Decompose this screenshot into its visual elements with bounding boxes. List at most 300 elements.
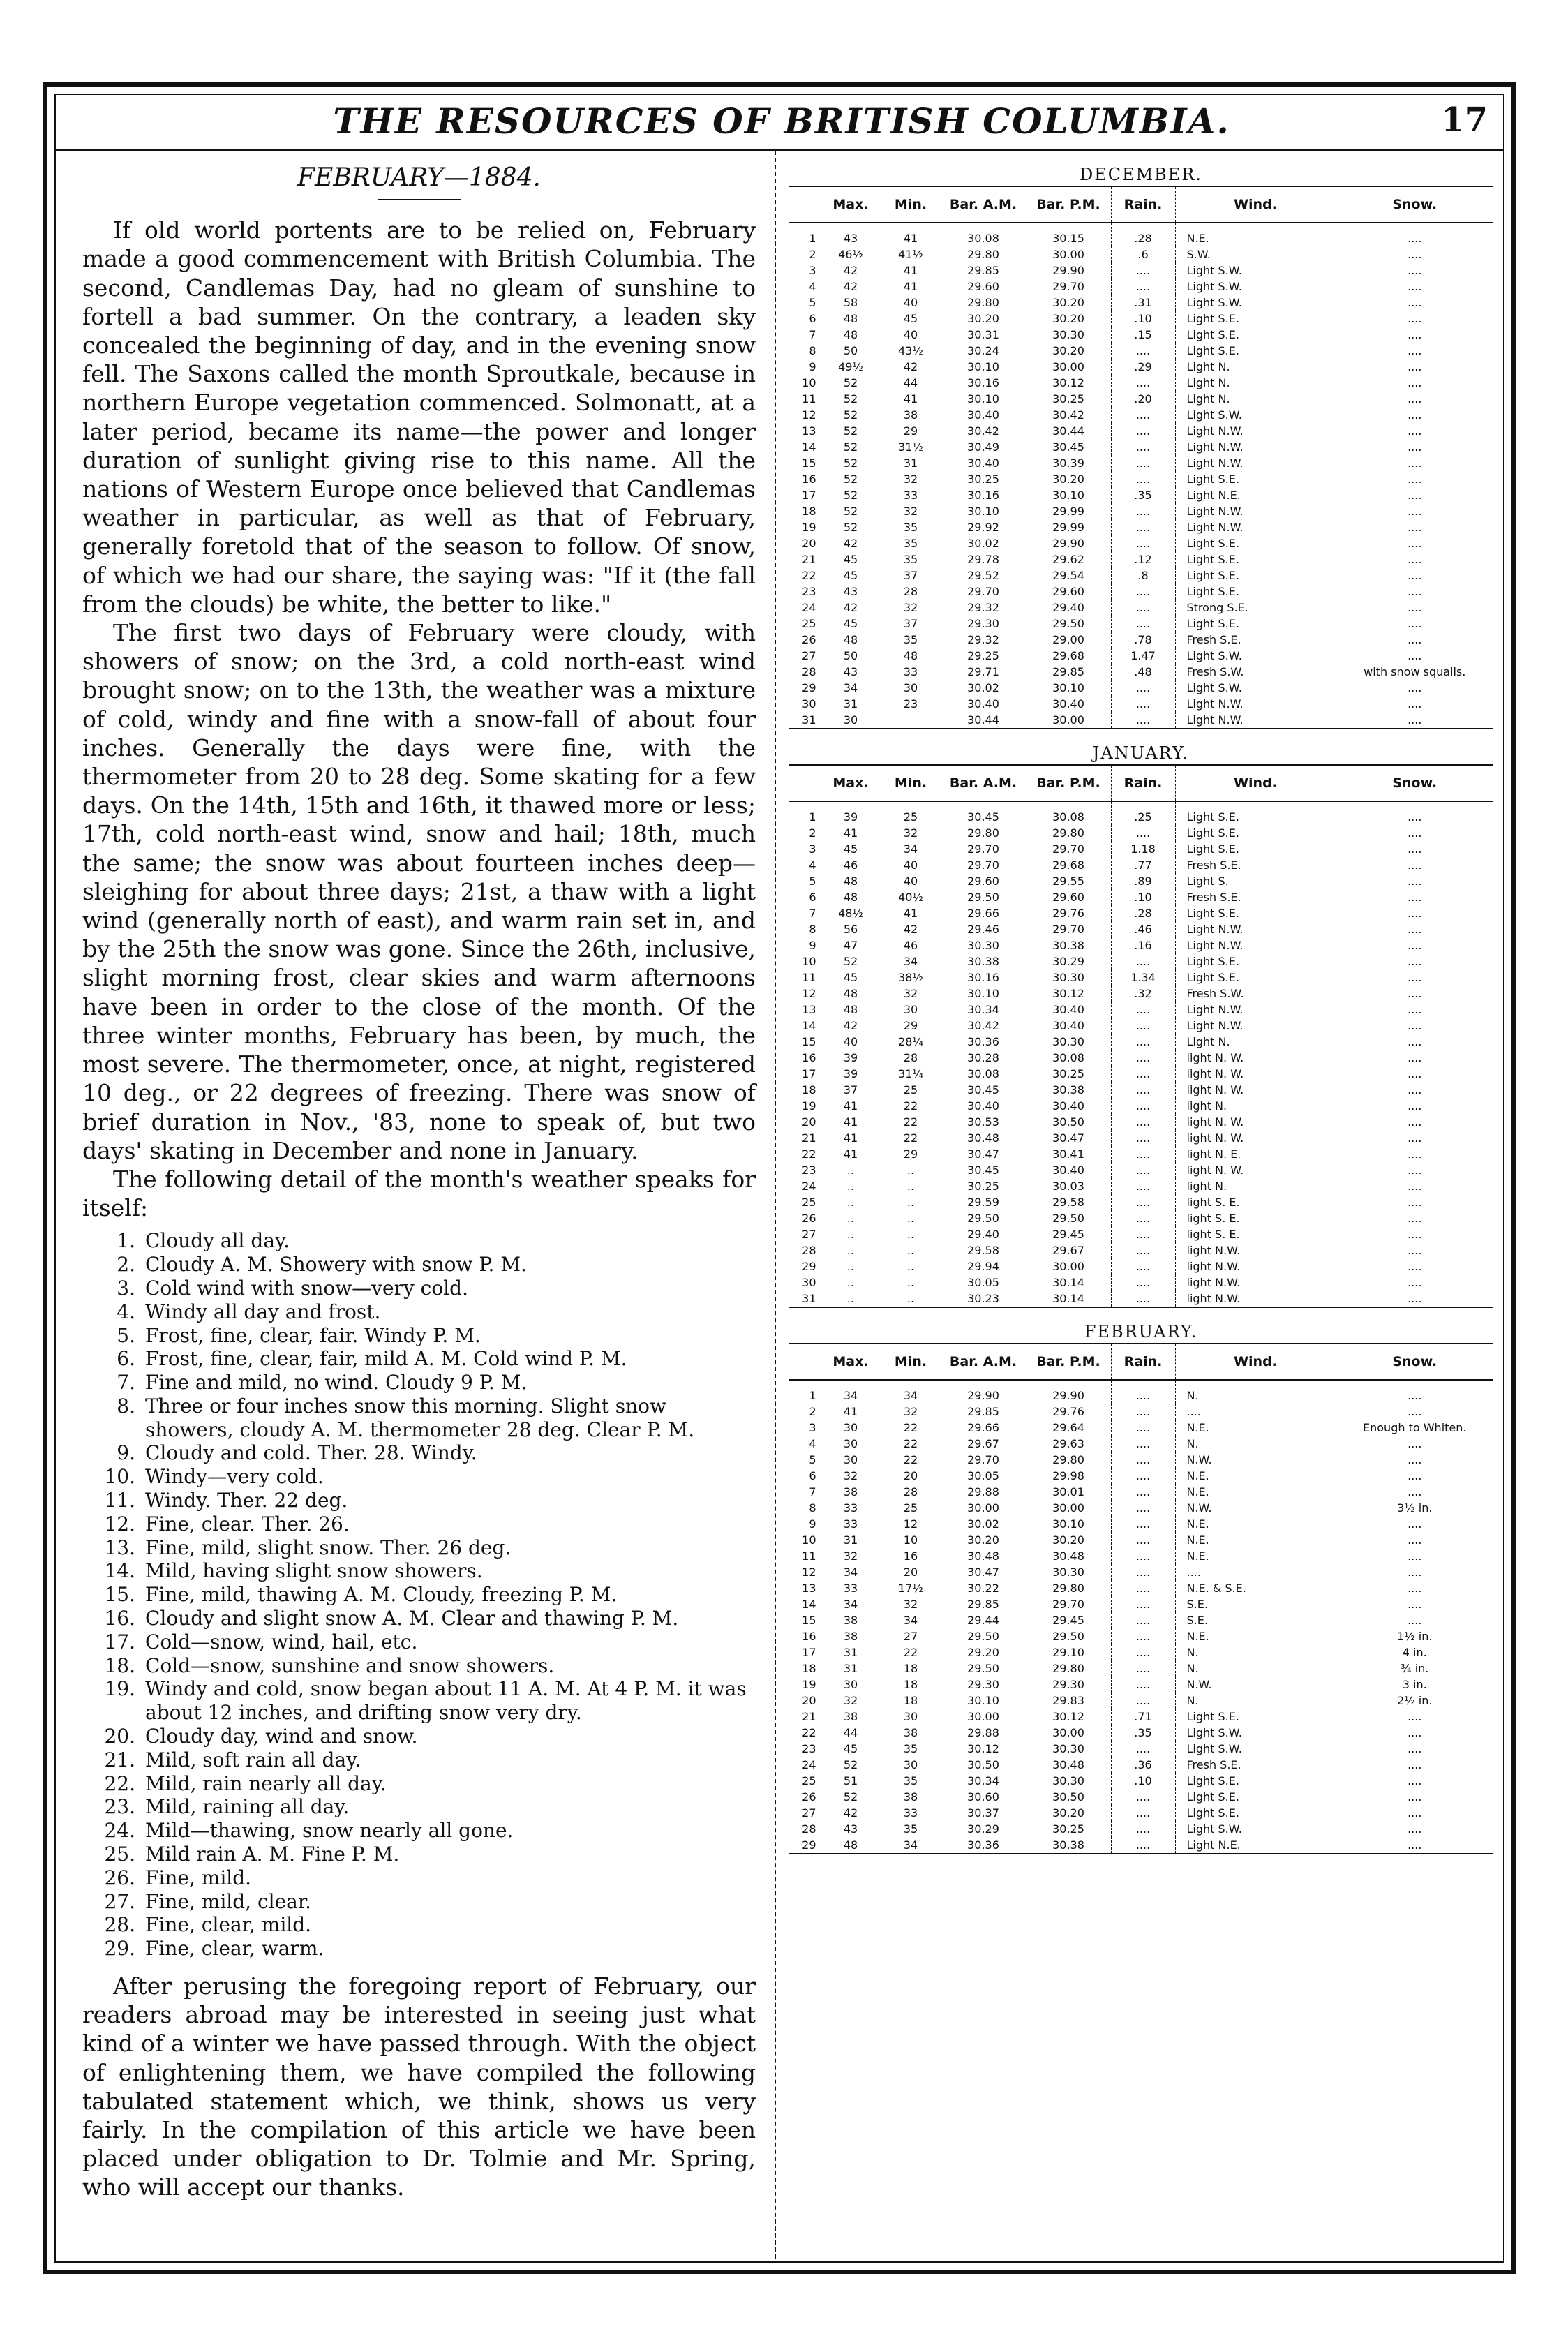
table-cell: .31 <box>1111 295 1175 311</box>
table-cell: 29.45 <box>1026 1612 1111 1628</box>
column-header: Bar. A.M. <box>941 186 1026 223</box>
table-cell: .28 <box>1111 905 1175 921</box>
table-cell: .... <box>1111 1837 1175 1854</box>
list-item <box>89 1630 756 1654</box>
table-cell: .... <box>1408 1228 1422 1241</box>
table-cell: 29.50 <box>1026 1628 1111 1644</box>
table-cell: 30.10 <box>1026 680 1111 696</box>
table-cell: Light S.W. <box>1175 295 1336 311</box>
table-row <box>789 1468 1493 1484</box>
table-cell: 30.36 <box>941 1034 1026 1050</box>
table-cell: 29.55 <box>1026 873 1111 889</box>
table-cell: .... <box>1408 633 1422 646</box>
table-row <box>789 1258 1493 1274</box>
column-header: Rain. <box>1111 765 1175 801</box>
table-cell: .... <box>1111 1178 1175 1194</box>
table-cell: 5 <box>789 295 821 311</box>
table-cell: 34 <box>881 841 941 857</box>
table-cell: 30.47 <box>1026 1130 1111 1146</box>
table-cell: 1.34 <box>1111 969 1175 986</box>
table-row <box>789 616 1493 632</box>
table-cell: .46 <box>1111 921 1175 937</box>
table-cell: 3 in. <box>1402 1678 1427 1691</box>
table-cell: .35 <box>1111 1725 1175 1741</box>
table-cell: 52 <box>821 503 881 519</box>
table-row <box>789 1773 1493 1789</box>
table-cell: 34 <box>881 1837 941 1854</box>
table-cell: 22 <box>881 1436 941 1452</box>
list-item-text: Fine, clear, mild. <box>145 1913 312 1937</box>
list-item-text: Cloudy all day. <box>145 1229 290 1253</box>
table-cell: .... <box>1408 1019 1422 1032</box>
table-cell: 18 <box>789 1082 821 1098</box>
table-cell: 29.10 <box>1026 1644 1111 1660</box>
table-cell: .6 <box>1111 246 1175 262</box>
table-cell: .... <box>1111 1532 1175 1548</box>
table-cell: Enough to Whiten. <box>1363 1421 1467 1434</box>
table-cell: 41 <box>821 825 881 841</box>
column-header: Max. <box>821 186 881 223</box>
table-cell: Light N. <box>1175 391 1336 407</box>
table-cell: 42 <box>881 921 941 937</box>
table-cell: 29.85 <box>941 262 1026 278</box>
table-cell: 51 <box>821 1773 881 1789</box>
table-cell: .... <box>1408 553 1422 566</box>
table-cell: .... <box>1408 1533 1422 1547</box>
table-row <box>789 953 1493 969</box>
table-cell: 30.16 <box>941 375 1026 391</box>
table-cell: 28 <box>789 1821 821 1837</box>
table-cell: 28 <box>881 1050 941 1066</box>
table-cell: 31 <box>821 1532 881 1548</box>
table-cell: N.E. <box>1175 1532 1336 1548</box>
table-cell: 2 <box>789 246 821 262</box>
table-cell: 29.50 <box>1026 1210 1111 1226</box>
table-cell: 30.40 <box>941 1098 1026 1114</box>
list-item-text: Cold—snow, wind, hail, etc. <box>145 1630 418 1653</box>
table-cell: 29.52 <box>941 567 1026 583</box>
table-cell: Light S.E. <box>1175 841 1336 857</box>
table-cell: 6 <box>789 1468 821 1484</box>
table-cell: 29.68 <box>1026 857 1111 873</box>
table-cell: 29.70 <box>941 1452 1026 1468</box>
table-cell: .... <box>1111 1564 1175 1580</box>
table-cell: N.W. <box>1175 1676 1336 1693</box>
table-cell: 18 <box>789 1660 821 1676</box>
table-cell: light N.W. <box>1175 1291 1336 1307</box>
table-cell: .... <box>1408 1099 1422 1113</box>
table-cell: .... <box>1111 1452 1175 1468</box>
table-cell: 30.38 <box>941 953 1026 969</box>
table-cell: 30.15 <box>1026 223 1111 246</box>
list-item <box>89 1229 756 1253</box>
table-cell: .28 <box>1111 223 1175 246</box>
table-cell: 30.25 <box>941 1178 1026 1194</box>
table-cell: 30.20 <box>1026 1532 1111 1548</box>
list-item-number: 29. <box>104 1937 135 1961</box>
table-cell: 30 <box>821 1436 881 1452</box>
table-cell: 31 <box>821 696 881 712</box>
table-cell: .10 <box>1111 1773 1175 1789</box>
table-caption: DECEMBER. <box>1079 165 1203 184</box>
table-cell: 30.16 <box>941 969 1026 986</box>
table-cell: 29.78 <box>941 551 1026 567</box>
table-cell: 40 <box>881 873 941 889</box>
table-cell: .... <box>1111 1162 1175 1178</box>
list-item-number: 2. <box>117 1253 135 1277</box>
table-cell: 29.70 <box>1026 278 1111 295</box>
table-row <box>789 1210 1493 1226</box>
table-cell: 28 <box>881 1484 941 1500</box>
table-row <box>789 1500 1493 1516</box>
table-cell: .... <box>1111 1210 1175 1226</box>
table-cell: light S. E. <box>1175 1194 1336 1210</box>
table-cell: 18 <box>789 503 821 519</box>
table-cell: .... <box>1111 503 1175 519</box>
table-cell: Light N.W. <box>1175 1002 1336 1018</box>
table-cell: .... <box>1408 1003 1422 1016</box>
column-divider <box>775 151 776 2259</box>
table-cell: .... <box>1408 440 1422 454</box>
table-cell: 7 <box>789 905 821 921</box>
table-cell: .... <box>1111 1821 1175 1837</box>
table-cell: 23 <box>789 1162 821 1178</box>
table-cell: .... <box>1408 987 1422 1000</box>
table-cell: 30.36 <box>941 1837 1026 1854</box>
table-cell: Fresh S.E. <box>1175 857 1336 873</box>
list-item-number: 9. <box>117 1441 135 1465</box>
column-header: Rain. <box>1111 1344 1175 1380</box>
table-cell: 7 <box>789 327 821 343</box>
table-cell: 44 <box>881 375 941 391</box>
table-cell: 29.76 <box>1026 1404 1111 1420</box>
left-column <box>82 163 756 2202</box>
table-cell: 11 <box>789 1548 821 1564</box>
table-cell: 27 <box>789 648 821 664</box>
table-cell: 34 <box>821 680 881 696</box>
table-cell: .... <box>1111 1660 1175 1676</box>
column-header: Max. <box>821 1344 881 1380</box>
list-item-text: Fine and mild, no wind. Cloudy 9 P. M. <box>145 1371 528 1395</box>
table-row <box>789 600 1493 616</box>
table-cell: 30.29 <box>941 1821 1026 1837</box>
table-cell: Light S. <box>1175 873 1336 889</box>
table-cell: Light S.E. <box>1175 311 1336 327</box>
table-cell: 30.00 <box>1026 246 1111 262</box>
table-row <box>789 937 1493 953</box>
list-item <box>89 1583 756 1607</box>
table-cell: .... <box>1111 1805 1175 1821</box>
table-cell: 30.41 <box>1026 1146 1111 1162</box>
table-row <box>789 439 1493 455</box>
table-cell: 52 <box>821 423 881 439</box>
table-cell: 29.46 <box>941 921 1026 937</box>
table-cell: 29.85 <box>941 1596 1026 1612</box>
header-rule <box>56 149 1504 151</box>
table-cell: 32 <box>881 986 941 1002</box>
table-cell: .... <box>1408 1131 1422 1145</box>
table-cell: N.E. <box>1175 1628 1336 1644</box>
list-item-text: Cloudy A. M. Showery with snow P. M. <box>145 1253 527 1277</box>
table-cell: 45 <box>821 1741 881 1757</box>
table-cell: Light N.W. <box>1175 519 1336 535</box>
table-cell: 48 <box>821 1837 881 1854</box>
list-item <box>89 1913 756 1937</box>
table-cell: Light S.E. <box>1175 327 1336 343</box>
table-cell: 48 <box>821 873 881 889</box>
table-row <box>789 1548 1493 1564</box>
table-cell: 33 <box>881 664 941 680</box>
table-cell: .. <box>881 1194 941 1210</box>
table-cell: 29.25 <box>941 648 1026 664</box>
table-cell: .... <box>1175 1564 1336 1580</box>
list-item-text: Windy and cold, snow began about 11 A. M. At 4 P. M. it was about 12 inches, and drifting snow very dry. <box>145 1677 747 1725</box>
table-cell: 29.66 <box>941 1420 1026 1436</box>
table-cell: .... <box>1111 1468 1175 1484</box>
table-cell: 25 <box>789 1194 821 1210</box>
table-cell: 30.29 <box>1026 953 1111 969</box>
table-cell: N. <box>1175 1436 1336 1452</box>
table-cell: 29.80 <box>941 246 1026 262</box>
table-cell: 34 <box>881 1612 941 1628</box>
table-cell: .... <box>1111 583 1175 600</box>
table-cell: 38 <box>881 407 941 423</box>
table-cell: 32 <box>881 503 941 519</box>
table-cell: 41 <box>881 278 941 295</box>
table-row <box>789 1018 1493 1034</box>
table-cell: 16 <box>789 471 821 487</box>
table-cell: 30.45 <box>1026 439 1111 455</box>
table-cell: 1.47 <box>1111 648 1175 664</box>
table-row <box>789 825 1493 841</box>
column-header: Bar. P.M. <box>1026 1344 1111 1380</box>
table-row <box>789 1194 1493 1210</box>
list-item-number: 11. <box>104 1489 135 1512</box>
table-cell: .25 <box>1111 801 1175 825</box>
table-cell: 2½ in. <box>1397 1694 1433 1707</box>
table-cell: .... <box>1111 423 1175 439</box>
table-cell: .78 <box>1111 632 1175 648</box>
table-cell: 16 <box>881 1548 941 1564</box>
table-cell: 1.18 <box>1111 841 1175 857</box>
table-cell: light N. <box>1175 1178 1336 1194</box>
table-cell: 52 <box>821 1757 881 1773</box>
table-cell: Light S.E. <box>1175 583 1336 600</box>
table-cell: .... <box>1111 1580 1175 1596</box>
table-row <box>789 311 1493 327</box>
column-header <box>789 1344 821 1380</box>
list-item-text: Windy. Ther. 22 deg. <box>145 1489 348 1512</box>
table-cell: 30.00 <box>1026 1500 1111 1516</box>
table-cell: 29.90 <box>1026 535 1111 551</box>
table-cell: 30.40 <box>1026 1162 1111 1178</box>
table-row <box>789 1821 1493 1837</box>
table-cell: 34 <box>821 1380 881 1404</box>
table-cell: 1 <box>789 223 821 246</box>
list-item-text: Mild—thawing, snow nearly all gone. <box>145 1819 514 1843</box>
table-row <box>789 1837 1493 1854</box>
table-cell: 46 <box>881 937 941 953</box>
table-cell: 30.12 <box>1026 986 1111 1002</box>
table-cell: .... <box>1111 1242 1175 1258</box>
table-cell: 35 <box>881 535 941 551</box>
table-cell: 22 <box>789 567 821 583</box>
list-item-number: 17. <box>104 1630 135 1653</box>
table-cell: S.E. <box>1175 1612 1336 1628</box>
table-cell: .12 <box>1111 551 1175 567</box>
table-cell: 41 <box>881 905 941 921</box>
table-cell: .... <box>1408 392 1422 406</box>
table-cell: 48 <box>821 986 881 1002</box>
table-cell: 30 <box>821 712 881 729</box>
table-cell: N. <box>1175 1644 1336 1660</box>
table-cell: 30.39 <box>1026 455 1111 471</box>
column-header: Snow. <box>1336 765 1493 801</box>
table-row <box>789 1082 1493 1098</box>
table-row <box>789 583 1493 600</box>
table-row <box>789 551 1493 567</box>
table-cell: 30.05 <box>941 1468 1026 1484</box>
table-row <box>789 1676 1493 1693</box>
list-item-text: Fine, mild, clear. <box>145 1889 312 1913</box>
page-number: 17 <box>1441 101 1488 140</box>
column-header: Min. <box>881 765 941 801</box>
table-cell: 22 <box>789 1725 821 1741</box>
table-cell: Light N.W. <box>1175 1018 1336 1034</box>
list-item-text: Windy—very cold. <box>145 1465 324 1489</box>
table-cell: .15 <box>1111 327 1175 343</box>
table-cell: .... <box>1111 1420 1175 1436</box>
table-cell: 29.70 <box>1026 1596 1111 1612</box>
table-cell: .16 <box>1111 937 1175 953</box>
weather-table <box>789 764 1493 1311</box>
table-cell: light N.W. <box>1175 1274 1336 1291</box>
list-item <box>89 1890 756 1914</box>
table-row <box>789 905 1493 921</box>
table-cell: 45 <box>821 969 881 986</box>
table-cell: 30.42 <box>941 423 1026 439</box>
table-cell: 34 <box>881 1380 941 1404</box>
table-cell: 22 <box>789 1146 821 1162</box>
table-cell: 29.30 <box>1026 1676 1111 1693</box>
table-cell: 30.40 <box>941 455 1026 471</box>
table-cell: .... <box>1111 343 1175 359</box>
list-item <box>89 1441 756 1465</box>
table-cell: Light N.W. <box>1175 503 1336 519</box>
column-header: Bar. P.M. <box>1026 186 1111 223</box>
table-cell: 29.20 <box>941 1644 1026 1660</box>
table-cell: 30.16 <box>941 487 1026 503</box>
table-cell: .... <box>1408 1485 1422 1499</box>
table-row <box>789 1380 1493 1404</box>
table-cell: with snow squalls. <box>1364 665 1466 678</box>
list-item <box>89 1937 756 1961</box>
table-cell: 38 <box>821 1484 881 1500</box>
table-cell: 29.67 <box>1026 1242 1111 1258</box>
table-cell: 45 <box>821 551 881 567</box>
table-row <box>789 1725 1493 1741</box>
list-item <box>89 1725 756 1748</box>
table-cell: 30 <box>821 1420 881 1436</box>
list-item-number: 20. <box>104 1725 135 1748</box>
table-cell: .... <box>1111 1050 1175 1066</box>
table-cell: .... <box>1111 455 1175 471</box>
table-cell: .... <box>1111 1082 1175 1098</box>
table-cell: 41½ <box>881 246 941 262</box>
table-cell: .... <box>1111 1741 1175 1757</box>
table-cell: .... <box>1111 1380 1175 1404</box>
table-cell: 30.14 <box>1026 1291 1111 1307</box>
list-item <box>89 1324 756 1348</box>
list-item-text: Frost, fine, clear, fair. Windy P. M. <box>145 1323 481 1347</box>
table-cell: 30.60 <box>941 1789 1026 1805</box>
table-row <box>789 801 1493 825</box>
table-cell: 35 <box>881 1773 941 1789</box>
table-cell: .... <box>1111 375 1175 391</box>
table-cell: Light S.E. <box>1175 1773 1336 1789</box>
table-cell: 29.85 <box>941 1404 1026 1420</box>
table-cell: 42 <box>821 1018 881 1034</box>
table-cell <box>881 712 941 729</box>
list-item-number: 26. <box>104 1866 135 1889</box>
list-item-text: Windy all day and frost. <box>145 1300 381 1323</box>
table-cell: .... <box>1408 1147 1422 1161</box>
table-cell: 29.70 <box>1026 921 1111 937</box>
table-cell: .... <box>1408 1389 1422 1402</box>
table-cell: 29.30 <box>941 1676 1026 1693</box>
table-cell: .... <box>1408 1083 1422 1096</box>
table-cell: .... <box>1111 1404 1175 1420</box>
table-row <box>789 1050 1493 1066</box>
table-cell: .... <box>1111 1628 1175 1644</box>
table-cell: 30.00 <box>1026 359 1111 375</box>
table-row <box>789 1452 1493 1468</box>
table-row <box>789 1002 1493 1018</box>
table-cell: light S. E. <box>1175 1210 1336 1226</box>
table-cell: 12 <box>789 407 821 423</box>
table-cell: 30.30 <box>1026 327 1111 343</box>
table-cell: 31¼ <box>881 1066 941 1082</box>
table-cell: 37 <box>821 1082 881 1098</box>
table-cell: .... <box>1408 1549 1422 1563</box>
list-item <box>89 1347 756 1371</box>
table-row <box>789 632 1493 648</box>
list-item-number: 16. <box>104 1607 135 1630</box>
list-item-number: 19. <box>104 1677 135 1701</box>
table-cell: Light S.E. <box>1175 551 1336 567</box>
table-cell: 30.00 <box>1026 712 1111 729</box>
list-item-text: Cold—snow, sunshine and snow showers. <box>145 1653 555 1677</box>
table-cell: .... <box>1408 585 1422 598</box>
list-item-number: 6. <box>117 1347 135 1371</box>
table-cell: 12 <box>789 1564 821 1580</box>
table-cell: .. <box>881 1291 941 1307</box>
table-cell: .. <box>821 1258 881 1274</box>
table-cell: 8 <box>789 921 821 937</box>
table-cell: 34 <box>881 953 941 969</box>
table-row <box>789 664 1493 680</box>
table-cell: 4 <box>789 278 821 295</box>
table-cell: .... <box>1408 1437 1422 1450</box>
right-column <box>789 163 1493 1857</box>
table-cell: 27 <box>789 1805 821 1821</box>
list-item <box>89 1277 756 1300</box>
table-row <box>789 1805 1493 1821</box>
table-cell: .... <box>1111 1484 1175 1500</box>
table-cell: N. <box>1175 1660 1336 1676</box>
table-cell: 24 <box>789 1178 821 1194</box>
table-cell: 15 <box>789 1612 821 1628</box>
